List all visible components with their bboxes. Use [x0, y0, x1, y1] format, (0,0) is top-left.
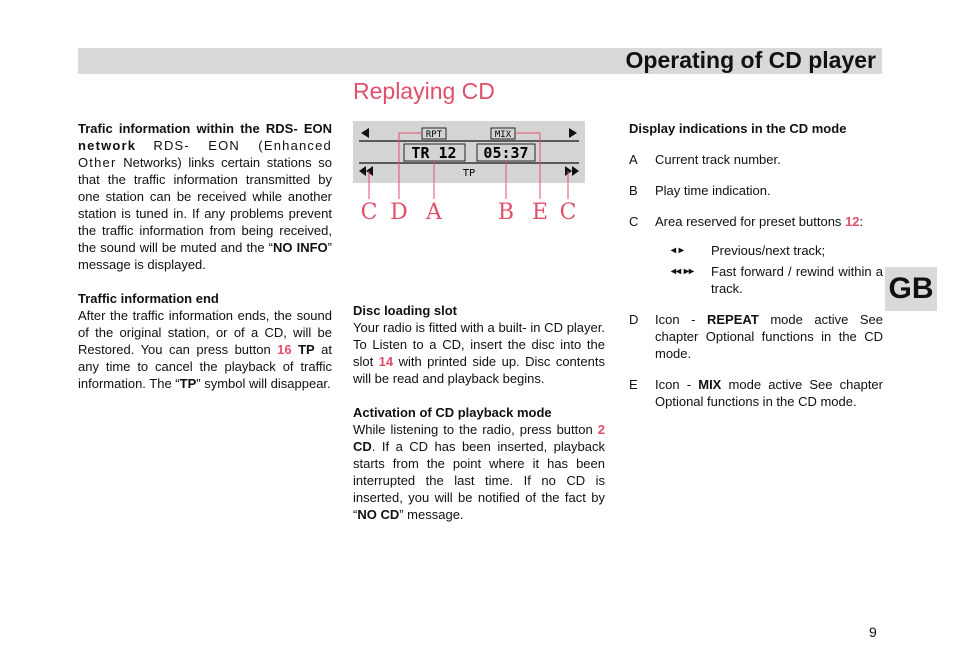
- definition-c: [629, 213, 883, 297]
- definition-key-b: B: [629, 183, 638, 198]
- cd-activation-text-end: ” message.: [399, 507, 464, 522]
- cd-label: CD: [353, 439, 372, 454]
- definition-d: [629, 311, 883, 362]
- definition-key-a: A: [629, 152, 638, 167]
- no-info-label: NO INFO: [272, 240, 328, 255]
- display-indications-heading: Display indications in the CD mode: [629, 121, 847, 136]
- callout-letter-c-left: C: [360, 200, 378, 225]
- callout-letter-a: A: [426, 200, 442, 225]
- section-title: Replaying CD: [353, 78, 495, 104]
- button-number-2: 2: [597, 422, 605, 437]
- page-number: 9: [869, 624, 877, 640]
- ff-rew-text: Fast forward / rewind within a track.: [711, 264, 883, 296]
- page-header-title: Operating of CD player: [625, 47, 876, 73]
- definition-text-b: Play time indication.: [655, 183, 771, 198]
- preset-number-12: 12: [845, 214, 860, 229]
- definition-text-d: mode active See chapter Optional functions in the CD mode.: [655, 312, 883, 361]
- rpt-icon: RPT: [425, 130, 443, 140]
- disc-slot-text-a: Your radio is fitted with a built- in CD player. To Listen to a CD, insert the disc into the slot: [353, 320, 605, 369]
- definition-e-prefix: Icon -: [655, 377, 692, 392]
- prev-next-row: [655, 242, 883, 259]
- definition-d-prefix: Icon -: [655, 312, 696, 327]
- callout-letter-b: B: [497, 200, 515, 225]
- mix-icon: MIX: [494, 130, 512, 140]
- rds-eon-text-end: ” message is displayed.: [78, 240, 332, 272]
- rds-eon-text-b: Networks) links certain stations so that the traffic information transmitted by one station can be received while another station is tuned in. If any problems prevent the traffic information from being received, the sound will be muted and the “: [78, 155, 332, 255]
- button-number-16: 16: [277, 342, 292, 357]
- right-column: [629, 120, 883, 424]
- definition-e: [629, 376, 883, 410]
- traffic-end-text-end: ” symbol will disappear.: [196, 376, 331, 391]
- tp-indicator: TP: [462, 168, 476, 179]
- rds-eon-heading-network: network: [78, 138, 137, 153]
- traffic-end-text-a: After the traffic information ends, the sound of the original station, or of a CD, will be Restored. You can press button: [78, 308, 332, 357]
- cd-display-diagram: [353, 121, 585, 225]
- definition-body-c: [655, 213, 883, 297]
- rds-eon-paragraph: [78, 120, 332, 273]
- ff-rew-icon: ◂◂ ▸▸: [671, 266, 694, 277]
- prev-next-icon: ◂ ▸: [671, 245, 684, 256]
- play-time-readout: 05:37: [483, 144, 529, 162]
- traffic-end-heading: Traffic information end: [78, 291, 219, 306]
- definition-text-e: mode active See chapter Optional functions in the CD mode.: [655, 377, 883, 409]
- ff-rew-row: [655, 263, 883, 297]
- definition-key-d: D: [629, 312, 639, 327]
- disc-slot-text-b: with printed side up. Disc contents will be read and playback begins.: [353, 354, 605, 386]
- definition-b: [629, 182, 883, 199]
- definition-c-colon: :: [859, 214, 864, 229]
- tp-label: TP: [298, 342, 315, 357]
- language-tab-gb: GB: [885, 267, 937, 311]
- no-cd-label: NO CD: [357, 507, 400, 522]
- disc-slot-paragraph: [353, 319, 605, 387]
- definition-a: [629, 151, 883, 168]
- callout-letters: [361, 200, 577, 225]
- left-column: [78, 120, 332, 392]
- cd-activation-text-b: . If a CD has been inserted, playback starts from the point where it has been interrupted the last time. If no CD is inserted, you will be notified of the fact by “: [353, 439, 605, 522]
- definition-key-c: C: [629, 214, 639, 229]
- disc-slot-heading: Disc loading slot: [353, 303, 458, 318]
- traffic-end-paragraph: [78, 307, 332, 392]
- repeat-label: REPEAT: [707, 312, 759, 327]
- track-number-readout: TR 12: [411, 144, 457, 162]
- rds-eon-heading: Trafic information within the RDS- EON: [78, 121, 332, 136]
- definition-body-e: [655, 376, 883, 410]
- definition-text-a: Current track number.: [655, 152, 781, 167]
- traffic-end-text-b: at any time to cancel the playback of traffic information. The “: [78, 342, 333, 391]
- slot-number-14: 14: [378, 354, 394, 369]
- prev-next-text: Previous/next track;: [711, 243, 826, 258]
- callout-letter-d: D: [390, 200, 408, 225]
- cd-activation-text-a: While listening to the radio, press button: [353, 422, 593, 437]
- cd-activation-paragraph: [353, 421, 605, 523]
- definition-body-d: [655, 311, 883, 362]
- middle-column: [353, 302, 605, 523]
- callout-letter-e: E: [531, 200, 549, 225]
- rds-eon-text-a: RDS- EON (Enhanced Other: [78, 138, 332, 170]
- definition-key-e: E: [629, 377, 638, 392]
- tp-label-2: TP: [179, 376, 197, 391]
- callout-letter-c-right: C: [559, 200, 577, 225]
- mix-label: MIX: [698, 377, 722, 392]
- cd-activation-heading: Activation of CD playback mode: [353, 405, 552, 420]
- definition-text-c: Area reserved for preset buttons: [655, 214, 842, 229]
